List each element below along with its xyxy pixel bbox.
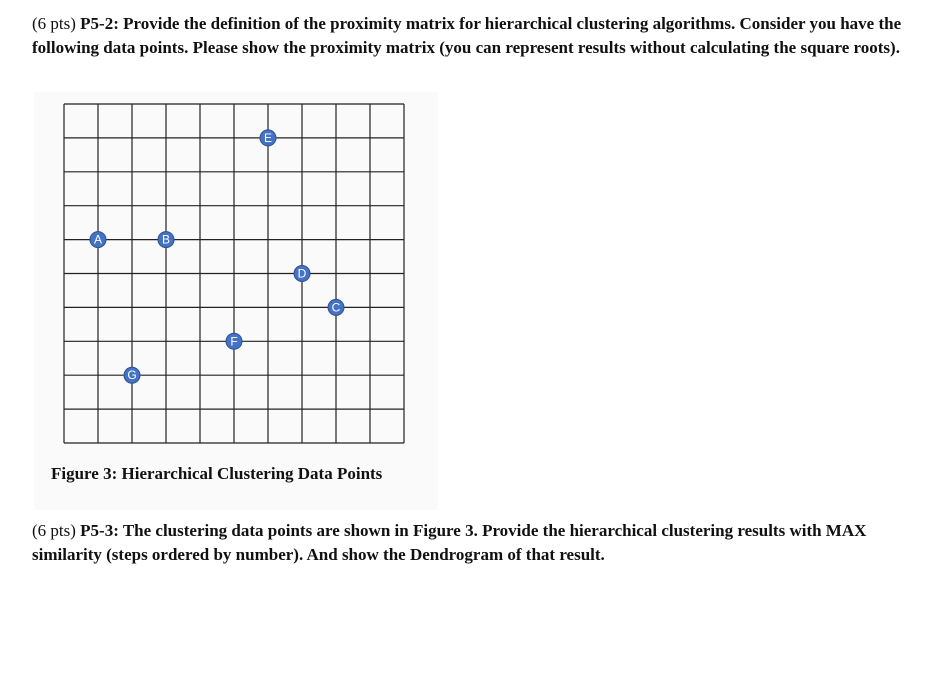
data-point-g [124,367,140,383]
data-point-e [260,130,276,146]
point-label: E [263,130,273,145]
point-label: F [230,334,238,349]
grid-lines [64,104,404,443]
figure-caption: Figure 3: Hierarchical Clustering Data Points [51,464,383,483]
question-text: P5-3: The clustering data points are shown in Figure 3. Provide the hierarchical clustering results with MAX similarity (steps ordered by number). And show the Dendrogram of that result. [32,521,867,564]
question-points: (6 pts) [32,521,76,540]
cluster-grid-figure [34,92,438,464]
question-text: P5-2: Provide the definition of the proximity matrix for hierarchical clustering algorithms. Consider you have the following data points. Please show the proximity matrix (you can represent results without calculating the square roots). [32,14,902,57]
point-label: D [297,266,307,281]
question-points: (6 pts) [32,14,76,33]
point-label: B [161,232,171,247]
data-point-c [328,299,344,315]
point-label: G [127,368,137,383]
data-point-f [226,333,242,349]
question-p5-3 [32,519,932,567]
data-point-a [90,232,106,248]
data-points [90,130,344,383]
point-label: C [331,300,341,315]
point-label: A [93,232,103,247]
question-p5-2 [32,12,932,60]
data-point-d [294,266,310,282]
data-point-b [158,232,174,248]
figure-panel [34,92,438,510]
